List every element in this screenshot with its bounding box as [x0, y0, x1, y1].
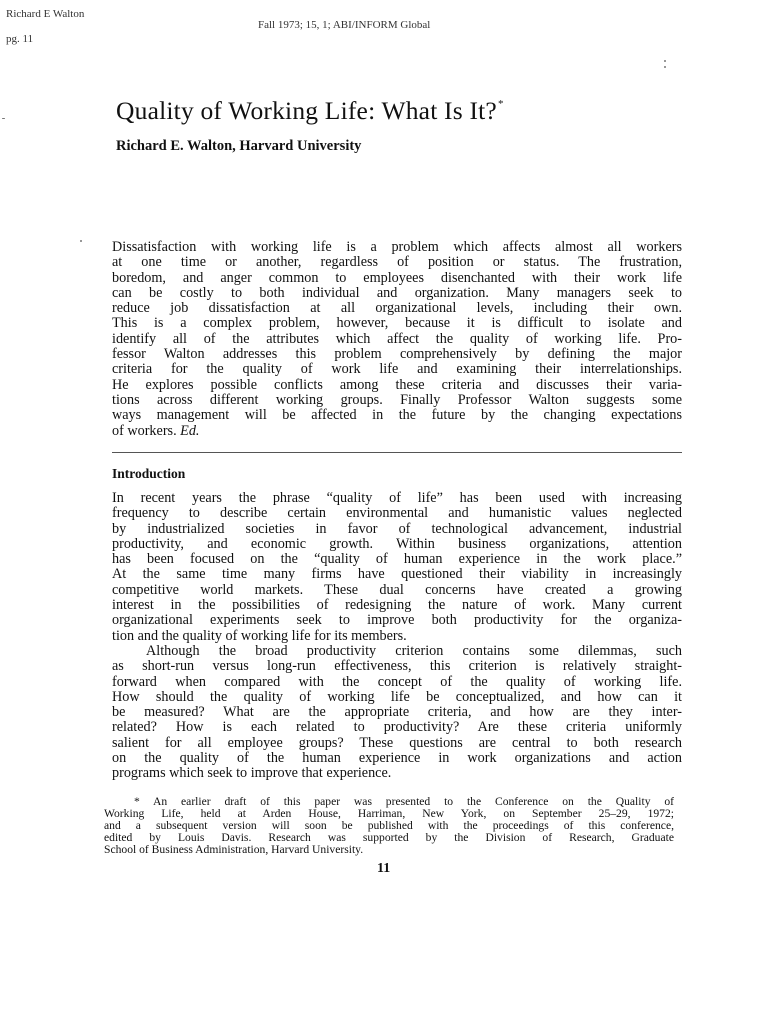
body-line: At the same time many firms have questioned their viability in increasingly	[112, 567, 682, 583]
abstract-line: tions across different working groups. Finally Professor Walton suggests some	[112, 392, 682, 408]
title-footnote-marker: *	[497, 98, 504, 110]
abstract-line-text: of workers.	[112, 423, 177, 439]
scan-speck	[80, 240, 82, 242]
introduction-body	[112, 491, 682, 782]
body-line: by industrialized societies in favor of technological advancement, industrial	[112, 521, 682, 537]
body-line: as short-run versus long-run effectiveness, this criterion is relatively straight-	[112, 659, 682, 675]
article-title	[116, 96, 504, 126]
abstract-last-line	[112, 424, 682, 439]
body-line: Although the broad productivity criterion contains some dilemmas, such	[146, 643, 682, 659]
body-line: productivity, and economic growth. Within business organizations, attention	[112, 536, 682, 552]
abstract-line: ways management will be affected in the future by the changing expectations	[112, 408, 682, 424]
footnote-line: and a subsequent version will soon be published with the proceedings of this conference,	[104, 820, 674, 832]
article-byline: Richard E. Walton, Harvard University	[116, 138, 362, 154]
scan-speck	[664, 60, 666, 62]
editor-mark: Ed.	[180, 423, 200, 439]
body-line: salient for all employee groups? These questions are central to both research	[112, 735, 682, 751]
body-line: related? How is each related to productivity? Are these criteria uniformly	[112, 720, 682, 736]
abstract-line: This is a complex problem, however, because it is difficult to isolate and	[112, 316, 682, 332]
footnote-line: Working Life, held at Arden House, Harriman, New York, on September 25–29, 1972;	[104, 808, 674, 820]
body-line: competitive world markets. These dual concerns have created a growing	[112, 582, 682, 598]
section-heading-introduction: Introduction	[112, 466, 186, 481]
body-line: on the quality of the human experience in work organizations and action	[112, 751, 682, 767]
footnote-line: * An earlier draft of this paper was presented to the Conference on the Quality of	[134, 796, 674, 808]
scan-speck	[664, 66, 666, 68]
scan-speck	[2, 118, 5, 119]
header-page-ref: pg. 11	[6, 33, 34, 45]
abstract-line: boredom, and anger common to employees disenchanted with their work life	[112, 270, 682, 286]
abstract-line: Dissatisfaction with working life is a problem which affects almost all workers	[112, 240, 682, 255]
body-line: frequency to describe certain environmental and humanistic values neglected	[112, 506, 682, 522]
abstract-line: criteria for the quality of work life and examining their interrelationships.	[112, 362, 682, 378]
footnote-line: edited by Louis Davis. Research was supported by the Division of Research, Graduate	[104, 832, 674, 844]
body-line: forward when compared with the concept of the quality of working life.	[112, 674, 682, 690]
abstract-line: identify all of the attributes which affect the quality of working life. Pro-	[112, 331, 682, 347]
abstract	[112, 240, 682, 439]
body-line: has been focused on the “quality of human experience in the work place.”	[112, 552, 682, 568]
body-line: How should the quality of working life be conceptualized, and how can it	[112, 689, 682, 705]
page-number: 11	[377, 861, 391, 876]
footnote	[104, 796, 674, 856]
body-line: organizational experiments seek to improve both productivity for the organiza-	[112, 613, 682, 629]
header-source: Fall 1973; 15, 1; ABI/INFORM Global	[258, 19, 431, 31]
body-line: interest in the possibilities of redesigning the nature of work. Many current	[112, 598, 682, 614]
section-divider	[112, 452, 682, 453]
abstract-line: fessor Walton addresses this problem comprehensively by defining the major	[112, 347, 682, 363]
body-line: In recent years the phrase “quality of life” has been used with increasing	[112, 491, 682, 506]
abstract-line: can be costly to both individual and organization. Many managers seek to	[112, 285, 682, 301]
body-line: programs which seek to improve that experience.	[112, 766, 392, 782]
body-line: tion and the quality of working life for its members.	[112, 628, 407, 644]
body-line: be measured? What are the appropriate criteria, and how are they inter-	[112, 705, 682, 721]
abstract-line: He explores possible conflicts among these criteria and discusses their varia-	[112, 377, 682, 393]
abstract-line: reduce job dissatisfaction at all organizational levels, including their own.	[112, 301, 682, 317]
abstract-line: at one time or another, regardless of position or status. The frustration,	[112, 255, 682, 271]
article-title-text: Quality of Working Life: What Is It?	[116, 96, 497, 125]
footnote-line: School of Business Administration, Harvard University.	[104, 844, 364, 856]
header-author: Richard E Walton	[6, 8, 85, 20]
